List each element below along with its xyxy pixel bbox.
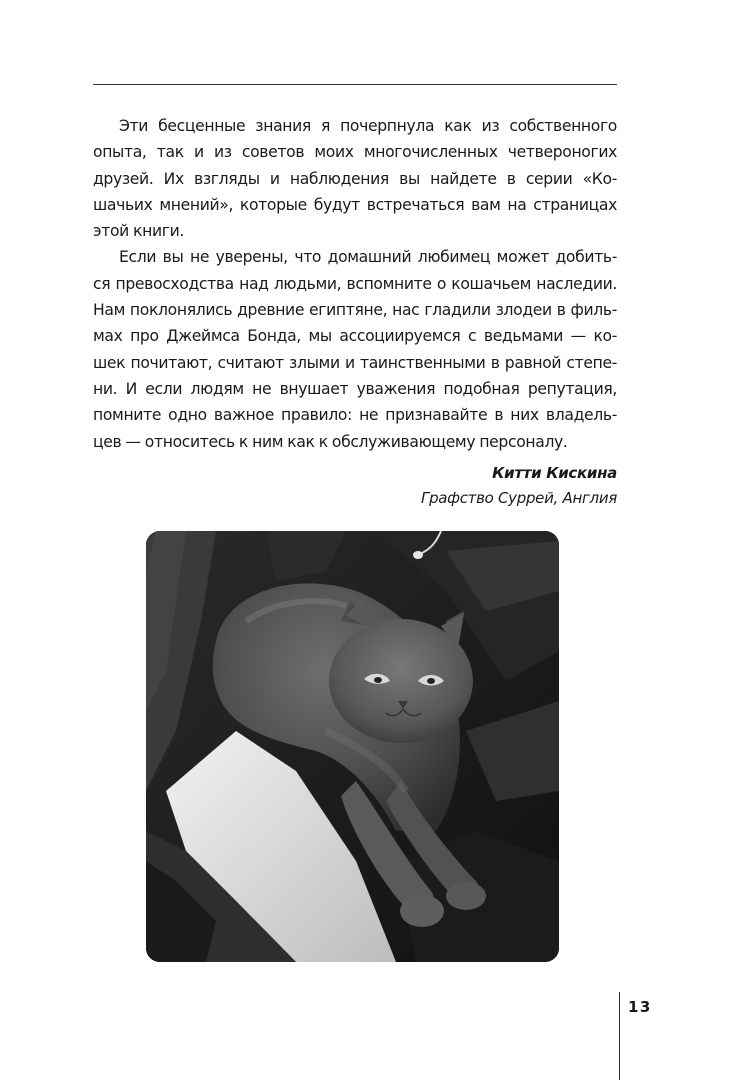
text-line: друзей. Их взгляды и наблюдения вы найдете в серии «Ко- (93, 169, 617, 188)
text-line: цев — относитесь к ним как к обслуживающему персоналу. (93, 432, 568, 451)
text-line: ни. И если людям не внушает уважения подобная репутация, (93, 379, 617, 398)
paragraph-1 (93, 113, 617, 244)
header-rule (93, 84, 617, 85)
signature-place: Графство Суррей, Англия (421, 489, 617, 507)
cat-photo (146, 531, 559, 962)
text-line: ся превосходства над людьми, вспомните о кошачьем наследии. (93, 274, 617, 293)
text-line: шек почитают, считают злыми и таинственными в равной степе- (93, 353, 617, 372)
signature-block (421, 461, 617, 511)
page-number-rule (619, 992, 620, 1080)
text-line: Если вы не уверены, что домашний любимец может добить- (119, 248, 617, 267)
text-line: помните одно важное правило: не признавайте в них владель- (93, 406, 617, 425)
page-number: 13 (628, 998, 652, 1016)
text-line: этой книги. (93, 222, 184, 241)
signature-name: Китти Кискина (492, 464, 617, 482)
text-line: Нам поклонялись древние египтяне, нас гладили злодеи в филь- (93, 301, 617, 320)
text-line: опыта, так и из советов моих многочисленных четвероногих (93, 143, 617, 162)
text-line: Эти бесценные знания я почерпнула как из собственного (119, 117, 617, 135)
body-text (93, 113, 617, 455)
text-line: шачьих мнений», которые будут встречаться вам на страницах (93, 195, 617, 214)
text-line: мах про Джеймса Бонда, мы ассоциируемся с ведьмами — ко- (93, 327, 617, 346)
paragraph-2 (93, 244, 617, 454)
